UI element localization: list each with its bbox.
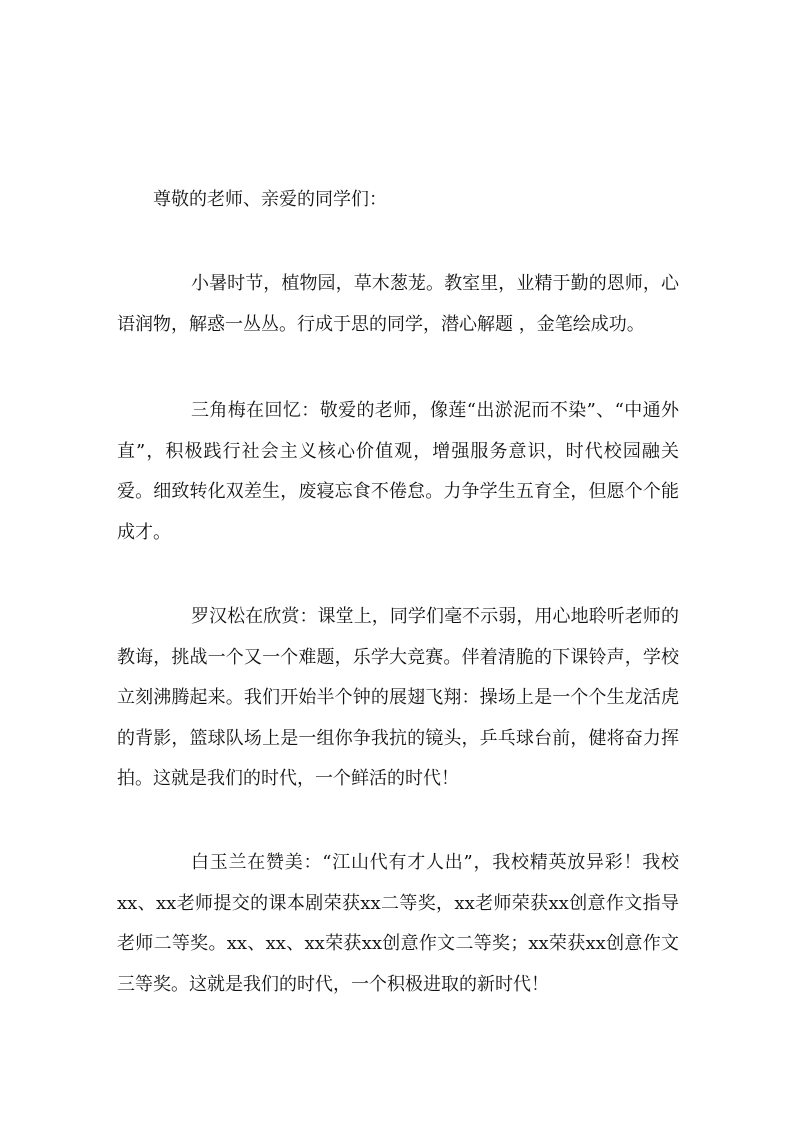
paragraph-summer: 小暑时节，植物园，草木葱茏。教室里，业精于勤的恩师，心语润物，解惑一丛丛。行成于思的同学，潜心解题 ，金笔绘成功。 — [117, 273, 679, 335]
paragraph-podocarpus: 罗汉松在欣赏：课堂上，同学们毫不示弱，用心地聆听老师的教诲，挑战一个又一个难题，乐学大竞赛。伴着清脆的下课铃声，学校立刻沸腾起来。我们开始半个钟的展翅飞翔：操场上是一个个生龙活虎的背影，篮球队场上是一组你争我抗的镜头，乒乓球台前，健将奋力挥拍。这就是我们的时代，一个鲜活的时代！ — [117, 606, 679, 789]
greeting-line: 尊敬的老师、亲爱的同学们： — [153, 189, 387, 210]
paragraph-bougainvillea: 三角梅在回忆：敬爱的老师，像莲“出淤泥而不染”、“中通外直”，积极践行社会主义核心价值观，增强服务意识，时代校园融关爱。细致转化双差生，废寝忘食不倦怠。力争学生五育全，但愿个个能成才。 — [117, 400, 679, 543]
paragraph-magnolia: 白玉兰在赞美：“江山代有才人出”，我校精英放异彩！我校xx、xx老师提交的课本剧荣获xx二等奖，xx老师荣获xx创意作文指导老师二等奖。xx、xx、xx荣获xx创意作文二等奖；xx荣获xx创意作文三等奖。这就是我们的时代，一个积极进取的新时代！ — [117, 852, 679, 995]
